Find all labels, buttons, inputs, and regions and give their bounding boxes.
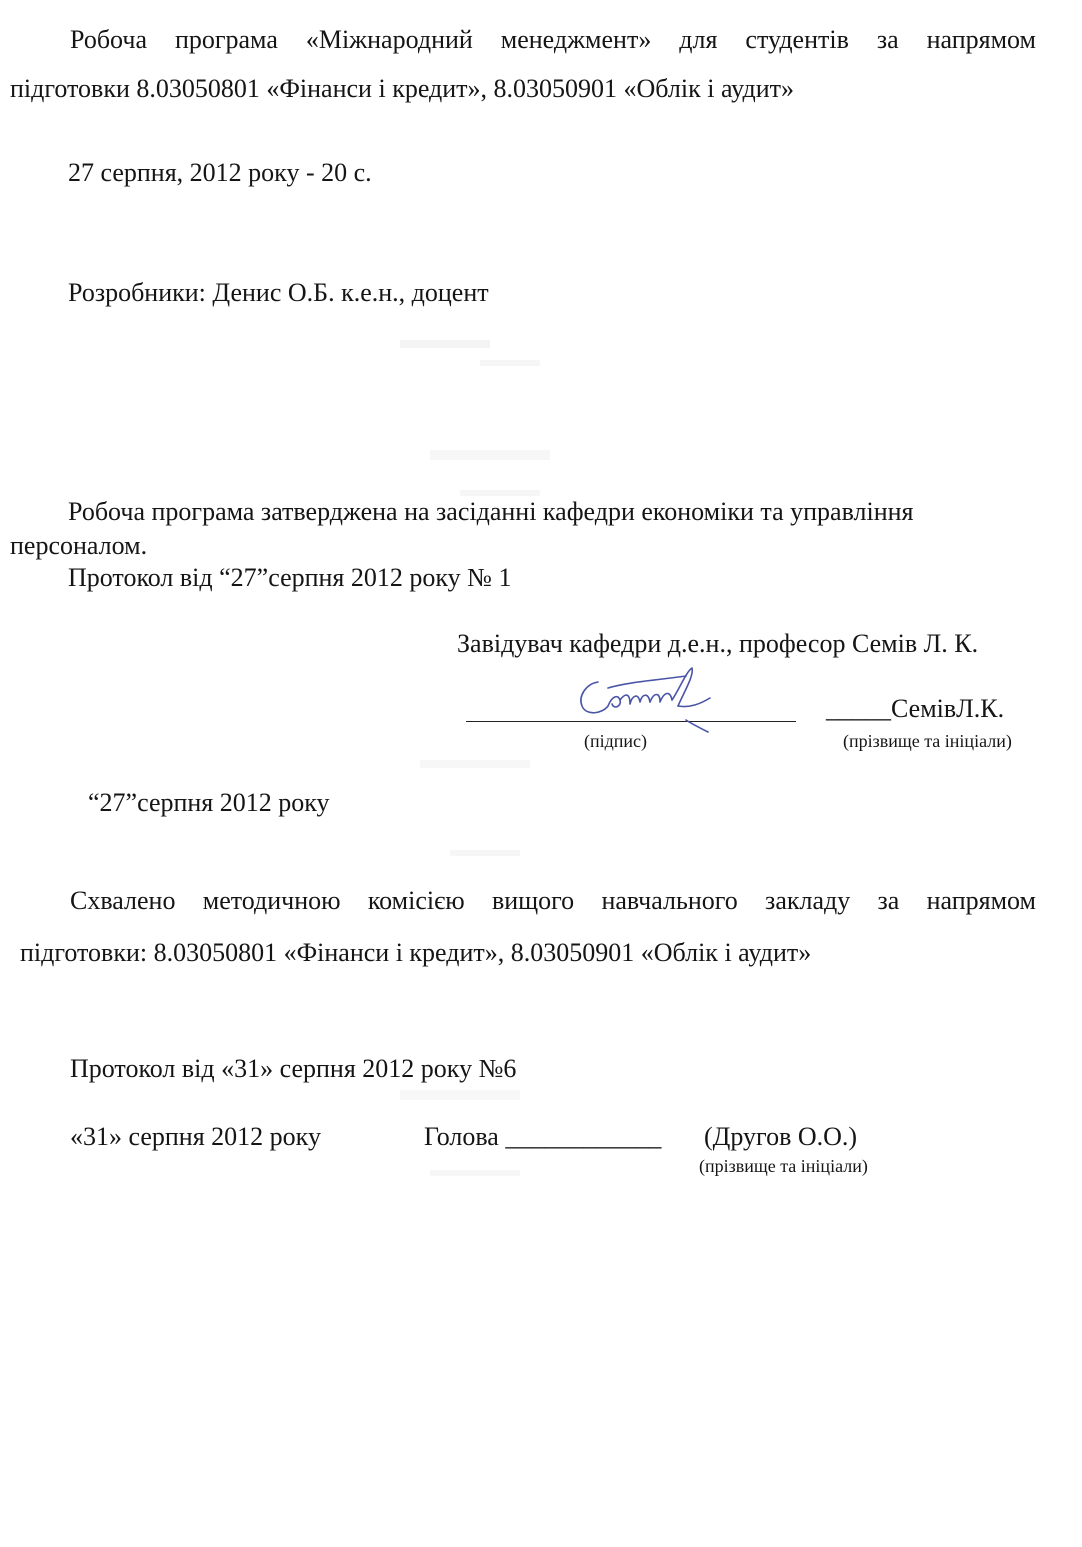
- developers: Розробники: Денис О.Б. к.е.н., доцент: [68, 278, 489, 307]
- commission-protocol: Протокол від «31» серпня 2012 року №6: [70, 1054, 517, 1083]
- approval-line-2: персоналом.: [10, 531, 148, 560]
- chair-name: (Другов О.О.): [704, 1122, 858, 1151]
- approval-date: “27”серпня 2012 року: [88, 788, 330, 817]
- chair-label: Голова ____________: [424, 1122, 662, 1151]
- intro-line-2: підготовки 8.03050801 «Фінанси і кредит», 8.03050901 «Облік і аудит»: [10, 74, 795, 103]
- commission-line-2: підготовки: 8.03050801 «Фінанси і кредит», 8.03050901 «Облік і аудит»: [20, 938, 812, 967]
- date-pages: 27 серпня, 2012 року - 20 с.: [68, 158, 372, 187]
- scan-noise: [360, 330, 620, 1230]
- approval-protocol: Протокол від “27”серпня 2012 року № 1: [68, 563, 512, 592]
- head-of-dept-title: Завідувач кафедри д.е.н., професор Семів Л. К.: [457, 629, 979, 658]
- intro-line-1: Робоча програма «Міжнародний менеджмент» для студентів за напрямом: [70, 25, 1036, 54]
- commission-line-1: Схвалено методичною комісією вищого навчального закладу за напрямом: [70, 886, 1036, 915]
- commission-date: «31» серпня 2012 року: [70, 1122, 321, 1151]
- signature-image: [568, 662, 718, 734]
- head-of-dept-name: _____СемівЛ.К.: [826, 694, 1005, 723]
- chair-caption: (прізвище та ініціали): [699, 1156, 868, 1176]
- approval-line-1: Робоча програма затверджена на засіданні кафедри економіки та управління: [68, 497, 914, 526]
- signature-caption: (підпис): [584, 731, 648, 751]
- name-caption: (прізвище та ініціали): [843, 731, 1012, 751]
